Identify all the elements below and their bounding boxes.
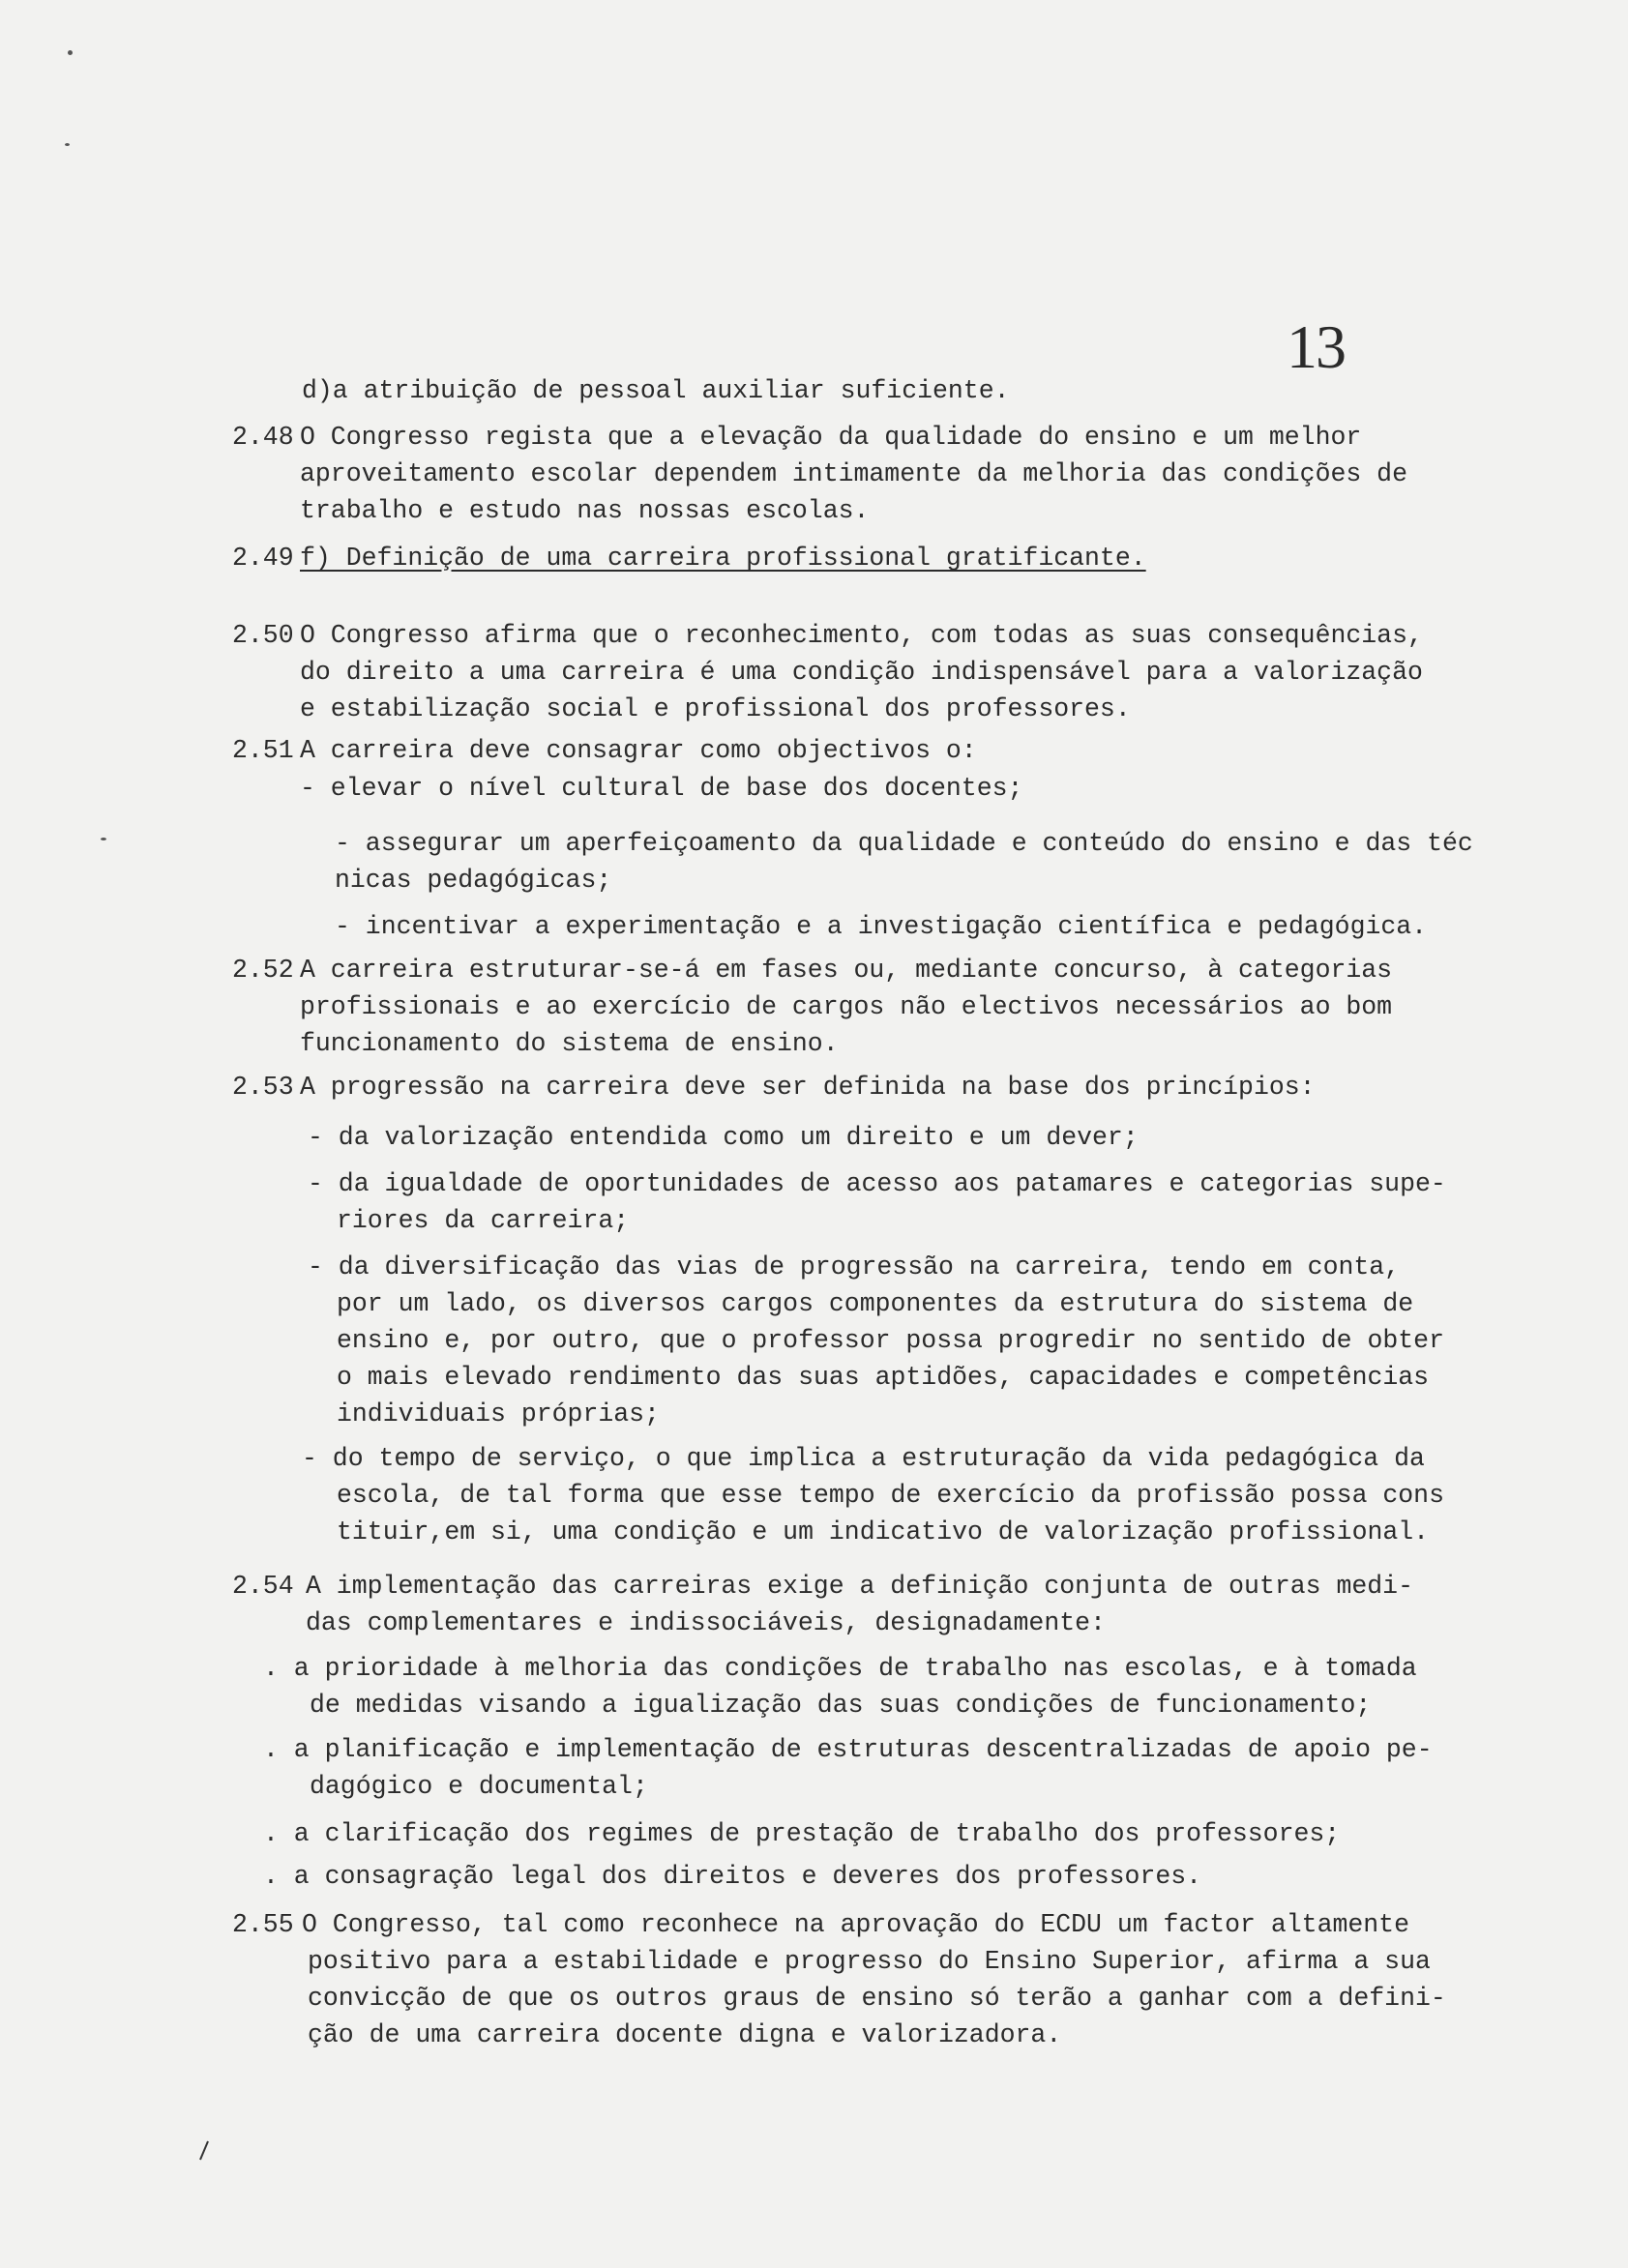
- text-line: aproveitamento escolar dependem intimamente da melhoria das condições de: [300, 459, 1407, 488]
- text-line: . a consagração legal dos direitos e deveres dos professores.: [263, 1862, 1202, 1891]
- text-line: por um lado, os diversos cargos componentes da estrutura do sistema de: [337, 1289, 1414, 1318]
- text-line: e estabilização social e profissional dos professores.: [300, 694, 1131, 723]
- text-line: O Congresso afirma que o reconhecimento, com todas as suas consequências,: [300, 621, 1423, 650]
- text-line: escola, de tal forma que esse tempo de exercício da profissão possa cons: [337, 1481, 1444, 1510]
- text-line: - da igualdade de oportunidades de acesso aos patamares e categorias supe-: [308, 1169, 1446, 1198]
- text-line: funcionamento do sistema de ensino.: [300, 1029, 839, 1058]
- scan-speck: [101, 838, 106, 840]
- text-line: A progressão na carreira deve ser definida na base dos princípios:: [300, 1073, 1316, 1102]
- text-line: - da valorização entendida como um direito e um dever;: [308, 1123, 1139, 1152]
- paragraph-number: 2.53: [232, 1073, 294, 1102]
- paragraph-number: 2.49: [232, 544, 294, 573]
- pen-mark: [196, 2140, 210, 2162]
- text-line: positivo para a estabilidade e progresso do Ensino Superior, afirma a sua: [308, 1947, 1431, 1976]
- text-line: - assegurar um aperfeiçoamento da qualidade e conteúdo do ensino e das téc: [335, 829, 1473, 858]
- text-line: ensino e, por outro, que o professor possa progredir no sentido de obter: [337, 1326, 1444, 1355]
- text-line: A carreira deve consagrar como objectivos o:: [300, 736, 977, 765]
- paragraph-number: 2.51: [232, 736, 294, 765]
- scan-speck: [65, 143, 70, 146]
- text-line: . a clarificação dos regimes de prestação de trabalho dos professores;: [263, 1819, 1341, 1848]
- text-line: nicas pedagógicas;: [335, 866, 612, 895]
- text-line: - do tempo de serviço, o que implica a estruturação da vida pedagógica da: [302, 1444, 1425, 1473]
- text-line: - elevar o nível cultural de base dos docentes;: [300, 774, 1023, 803]
- text-line: A implementação das carreiras exige a definição conjunta de outras medi-: [306, 1572, 1413, 1601]
- text-line: do direito a uma carreira é uma condição indispensável para a valorização: [300, 658, 1423, 687]
- text-line: tituir,em si, uma condição e um indicativo de valorização profissional.: [337, 1517, 1430, 1546]
- text-line: riores da carreira;: [337, 1206, 630, 1235]
- text-line: trabalho e estudo nas nossas escolas.: [300, 496, 870, 525]
- paragraph-number: 2.52: [232, 956, 294, 985]
- text-line: de medidas visando a igualização das suas condições de funcionamento;: [310, 1691, 1372, 1720]
- text-line: O Congresso, tal como reconhece na aprovação do ECDU um factor altamente: [302, 1910, 1409, 1939]
- text-line: profissionais e ao exercício de cargos não electivos necessários ao bom: [300, 992, 1393, 1021]
- text-line: dagógico e documental;: [310, 1772, 648, 1801]
- paragraph-number: 2.50: [232, 621, 294, 650]
- text-line: . a planificação e implementação de estruturas descentralizadas de apoio pe-: [263, 1735, 1433, 1764]
- text-line: das complementares e indissociáveis, designadamente:: [306, 1608, 1106, 1637]
- text-line: o mais elevado rendimento das suas aptidões, capacidades e competências: [337, 1363, 1430, 1392]
- page-number: 13: [1287, 312, 1345, 381]
- text-line: - da diversificação das vias de progressão na carreira, tendo em conta,: [308, 1252, 1401, 1281]
- paragraph-number: 2.55: [232, 1910, 294, 1939]
- paragraph-number: 2.54: [232, 1572, 294, 1601]
- text-line: A carreira estruturar-se-á em fases ou, mediante concurso, à categorias: [300, 956, 1393, 985]
- text-line: individuais próprias;: [337, 1399, 660, 1429]
- text-line: . a prioridade à melhoria das condições de trabalho nas escolas, e à tomada: [263, 1654, 1417, 1683]
- scan-speck: [68, 50, 73, 55]
- paragraph-number: 2.48: [232, 423, 294, 452]
- text-line: ção de uma carreira docente digna e valorizadora.: [308, 2020, 1062, 2049]
- text-line: d)a atribuição de pessoal auxiliar suficiente.: [302, 376, 1010, 405]
- text-line: O Congresso regista que a elevação da qualidade do ensino e um melhor: [300, 423, 1362, 452]
- text-line: f) Definição de uma carreira profissional gratificante.: [300, 544, 1146, 573]
- text-line: - incentivar a experimentação e a investigação científica e pedagógica.: [335, 912, 1428, 941]
- text-line: convicção de que os outros graus de ensino só terão a ganhar com a defini-: [308, 1984, 1446, 2013]
